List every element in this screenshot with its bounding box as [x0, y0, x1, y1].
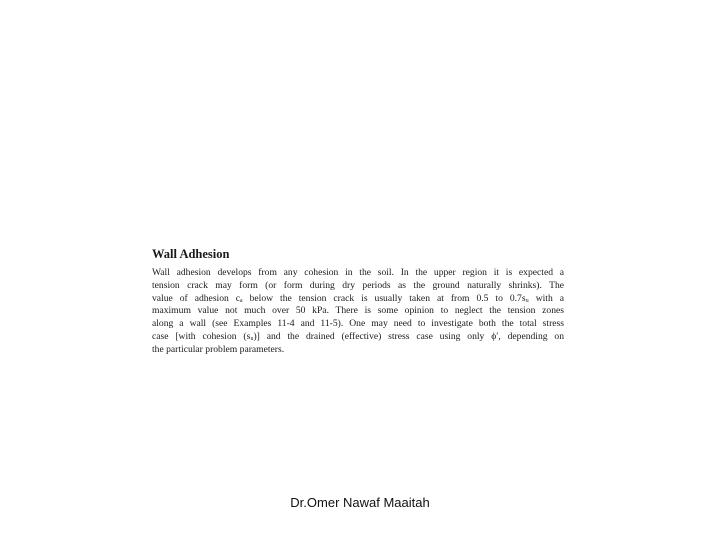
scanned-text-excerpt — [152, 246, 564, 357]
paragraph-line: case [with cohesion (sᵤ)] and the drained (effective) stress case using only ϕ′, depending on — [152, 330, 564, 342]
footer-author: Dr.Omer Nawaf Maaitah — [290, 495, 430, 510]
paragraph-line: the particular problem parameters. — [152, 343, 285, 355]
section-heading: Wall Adhesion — [152, 247, 230, 261]
body-paragraph — [152, 267, 564, 357]
paragraph-line: tension crack may form (or form during dry periods as the ground naturally shrinks). The — [152, 279, 564, 291]
paragraph-line: value of adhesion cₐ below the tension crack is usually taken at from 0.5 to 0.7sᵤ with a — [152, 292, 564, 304]
paragraph-line: Wall adhesion develops from any cohesion in the soil. In the upper region it is expected a — [152, 267, 564, 278]
paragraph-line: along a wall (see Examples 11-4 and 11-5). One may need to investigate both the total stress — [152, 318, 564, 330]
paragraph-line: maximum value not much over 50 kPa. There is some opinion to neglect the tension zones — [152, 305, 564, 317]
